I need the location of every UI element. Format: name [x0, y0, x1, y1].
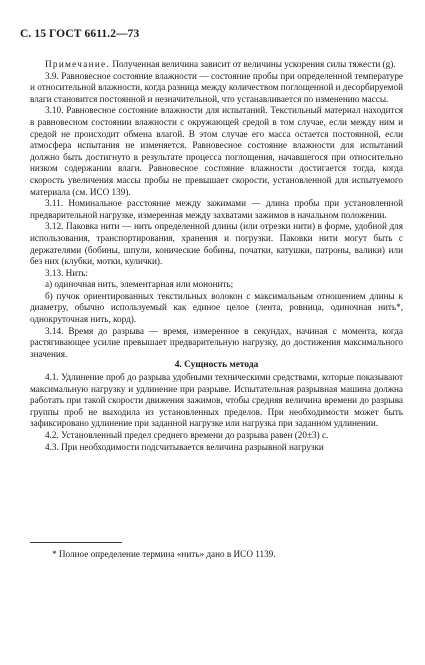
paragraph-3-12: 3.12. Паковка нити — нить определенной длины (или отрезки нити) в форме, удобной для использования, транспортирования, хранения и погрузки. Паковки нити могут быть с держателями (бобины, шпули, конические бобины, початки, катушки, патроны, валики) или без них (клубки, мотки, кулички).	[30, 221, 403, 267]
paragraph-3-14: 3.14. Время до разрыва — время, измеренное в секундах, начиная с момента, когда растягивающее усилие превышает предварительную нагрузку, до достижения максимального значения.	[30, 325, 403, 359]
paragraph-4-3: 4.3. При необходимости подсчитывается величина разрывной нагрузки	[45, 441, 324, 452]
paragraph-4-1: 4.1. Удлинение проб до разрыва удобными техническими средствами, которые показывают максимальную нагрузку и удлинение при разрыве. Испытательная разрывная машина должна работать при такой скорости движения зажимов, чтобы средняя величина времени до разрыва группы проб не выходила из установленных пределов. При необходимости может быть зафиксировано удлинение при заданной нагрузке или нагрузка при заданном удлинении.	[30, 372, 403, 429]
paragraph-3-13: 3.13. Нить:	[45, 267, 88, 278]
page-header: С. 15 ГОСТ 6611.2—73	[20, 28, 140, 40]
paragraph-3-9: 3.9. Равновесное состояние влажности — состояние пробы при определенной температуре и относительной влажности, когда разница между количеством поглощенной и десорбируемой влаги становится постоянной и незначительной, что устанавливается по изменению массы.	[30, 70, 403, 104]
note-label: Примечание.	[45, 59, 111, 69]
section-title: 4. Сущность метода	[174, 360, 259, 371]
paragraph-3-13-b: б) пучок ориентированных текстильных волокон с максимальным отношением длины к диаметру, обычно используемый как единое целое (лента, ровница, одиночная нить*, однокруточная нить, корд).	[30, 290, 403, 325]
note-paragraph	[30, 59, 403, 71]
note-text: Полученная величина зависит от величины ускорения силы тяжести (g).	[110, 59, 396, 69]
paragraph-3-11: 3.11. Номинальное расстояние между зажимами — длина пробы при установленной предварительной нагрузке, измеренная между захватами зажимов в начальном положении.	[30, 198, 403, 220]
paragraph-3-10: 3.10. Равновесное состояние влажности для испытаний. Текстильный материал находится в равновесном состоянии влажности с окружающей средой в том случае, если между ним и средой не происходит обмена влагой. В этом случае его масса остается постоянной, если атмосфера испытания не изменяется. Равновесное состояние влажности для испытаний должно быть достигнуто в результате процесса поглощения, начавшегося при относительно низком содержании влаги. Равновесное состояние влажности достигается тогда, когда скорость увеличения массы пробы не превышает скорости, установленной для испытуемого материала (см. ИСО 139).	[30, 105, 403, 197]
paragraph-3-13-a: а) одиночная нить, элементарная или мононить;	[45, 279, 234, 290]
footnote: * Полное определение термина «нить» дано в ИСО 1139.	[52, 549, 276, 559]
paragraph-4-2: 4.2. Установленный предел среднего времени до разрыва равен (20±3) с.	[45, 430, 329, 440]
body-text	[30, 59, 403, 453]
footnote-divider	[30, 542, 122, 543]
